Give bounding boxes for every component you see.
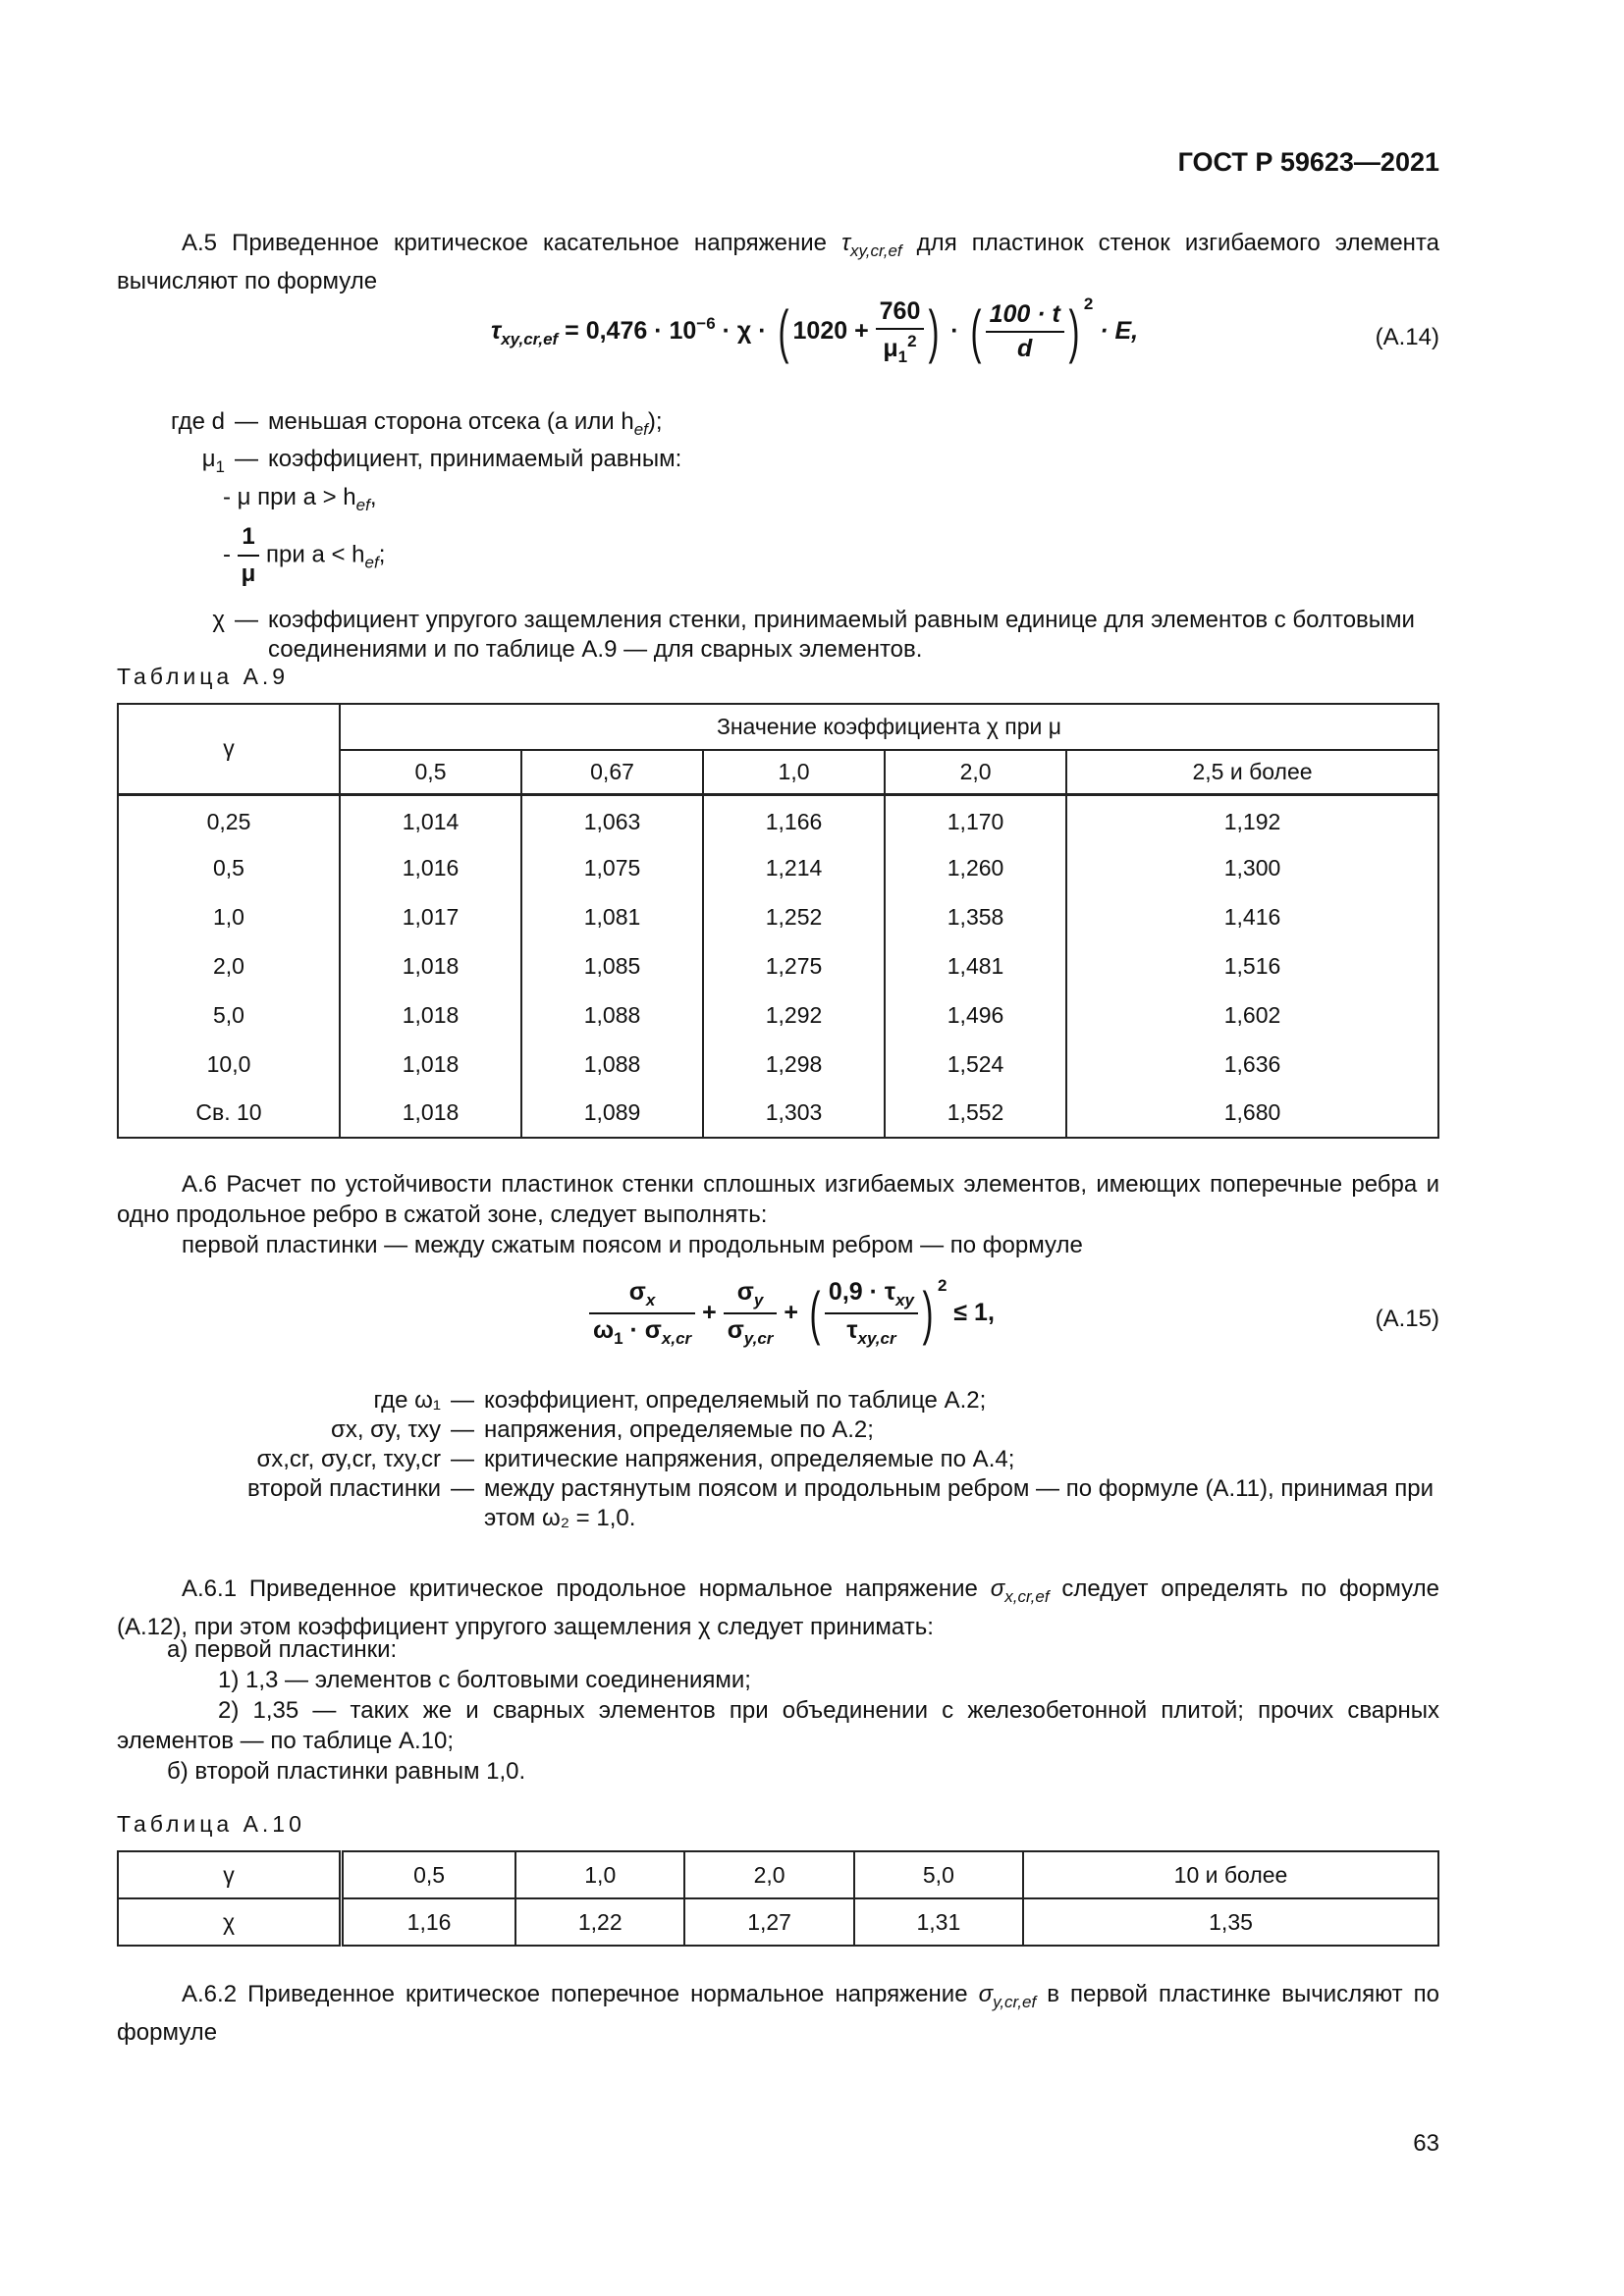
definition-row: где ω₁ — коэффициент, определяемый по таблице А.2; xyxy=(373,1387,987,1414)
mu-header: 1,0 xyxy=(703,750,885,794)
fraction-100t-d: $\frac{100 \cdot t}{d}$ xyxy=(986,300,1064,363)
mu-header: 2,5 и более xyxy=(1066,750,1438,794)
definition-row: где d — меньшая сторона отсека (a или $h_{ef}$); xyxy=(170,408,663,439)
definitions-a15 xyxy=(117,1386,1439,1533)
table-row: 5,0 1,018 1,088 1,292 1,496 1,602 xyxy=(118,990,1438,1040)
table-row: 10,0 1,018 1,088 1,298 1,524 1,636 xyxy=(118,1040,1438,1089)
mu-option-2: - $\frac{1}{\mu}$ при $a < h_{ef}$; xyxy=(223,523,386,587)
paragraph-a62: А.6.2 Приведенное критическое поперечное нормальное напряжение $\sigma_{y,cr,ef}$ в первой пластинке вычисляют по формуле xyxy=(117,1981,1439,2046)
table-row: γ 0,5 1,0 2,0 5,0 10 и более xyxy=(118,1851,1438,1898)
mu-option-1: - μ при $a > h_{ef}$, xyxy=(223,484,377,514)
paragraph-a61: А.6.1 Приведенное критическое продольное нормальное напряжение $\sigma_{x,cr,ef}$ следует определять по формуле (А.12), при этом коэффициент упругого защемления χ следует принимать: xyxy=(117,1575,1440,1640)
table-a10-caption: Таблица А.10 xyxy=(117,1811,305,1837)
definitions-a14 xyxy=(117,407,1439,665)
list-item-a: а) первой пластинки: xyxy=(167,1636,398,1663)
table-row: 2,0 1,018 1,085 1,275 1,481 1,516 xyxy=(118,941,1438,990)
formula-number-a14: (А.14) xyxy=(1375,324,1439,350)
table-a9 xyxy=(117,703,1439,1139)
paragraph-a5: А.5 Приведенное критическое касательное напряжение $\tau_{xy,cr,ef}$ для пластинок стенок изгибаемого элемента вычисляют по формуле xyxy=(117,230,1439,294)
table-row: χ 1,16 1,22 1,27 1,31 1,35 xyxy=(118,1898,1438,1946)
paragraph-a6: А.6 Расчет по устойчивости пластинок стенки сплошных изгибаемых элементов, имеющих поперечные ребра и одно продольное ребро в сжатой зоне, следует выполнять: xyxy=(117,1171,1439,1228)
paragraph-a6-first-plate: первой пластинки — между сжатым поясом и продольным ребром — по формуле xyxy=(182,1232,1083,1258)
formula-a14: $\tau_{xy,cr,ef} = 0,476 \cdot 10^{-6} \cdot \chi$ · ( 1020 + $\frac{760}{\mu_1^2}$ ) · ( $\frac{100 \cdot t}{d}$ ) $^2$ · E, xyxy=(491,294,1139,366)
table-a10 xyxy=(117,1850,1439,1947)
table-row: Св. 10 1,018 1,089 1,303 1,552 1,680 xyxy=(118,1089,1438,1138)
table-a9-caption: Таблица А.9 xyxy=(117,664,290,689)
group-header: Значение коэффициента χ при μ xyxy=(340,704,1438,750)
standard-header: ГОСТ Р 59623—2021 xyxy=(1177,147,1439,177)
formula-a15: $\frac{\sigma_x}{\omega_1 \cdot \sigma_{x,cr}}$ + $\frac{\sigma_y}{\sigma_{y,cr}}$ + ( $\frac{0,9 \cdot \tau_{xy}}{\tau_{xy,cr}}$ ) $^2$ ≤ 1, xyxy=(589,1276,995,1349)
fraction-760: $\frac{760}{\mu_1^2}$ xyxy=(876,297,925,367)
definition-row: σx,cr, σy,cr, τxy,cr — критические напряжения, определяемые по А.4; xyxy=(256,1446,1015,1472)
definition-row: $\mu_1$ — коэффициент, принимаемый равным: xyxy=(201,446,682,476)
table-row: 0,5 1,016 1,075 1,214 1,260 1,300 xyxy=(118,843,1438,892)
definition-row: второй пластинки — между растянутым поясом и продольным ребром — по формуле (А.11), принимая при этом ω₂ = 1,0. xyxy=(247,1475,1435,1531)
list-item-b: б) второй пластинки равным 1,0. xyxy=(167,1758,526,1785)
table-row: 1,0 1,017 1,081 1,252 1,358 1,416 xyxy=(118,892,1438,941)
page-number: 63 xyxy=(1413,2130,1439,2157)
mu-header: 0,5 xyxy=(340,750,521,794)
definition-row: σx, σy, τxy — напряжения, определяемые по А.2; xyxy=(331,1416,874,1443)
mu-header: 2,0 xyxy=(885,750,1066,794)
table-row: 0,25 1,014 1,063 1,166 1,170 1,192 xyxy=(118,794,1438,843)
formula-number-a15: (А.15) xyxy=(1375,1306,1439,1332)
list-item-a2: 2) 1,35 — таких же и сварных элементов при объединении с железобетонной плитой; прочих сварных элементов — по таблице А.10; xyxy=(117,1697,1439,1754)
definition-row-chi: χ — коэффициент упругого защемления стенки, принимаемый равным единице для элементов с болтовыми соединениями и по таблице А.9 — для сварных элементов. xyxy=(212,607,1415,663)
list-item-a1: 1) 1,3 — элементов с болтовыми соединениями; xyxy=(218,1667,751,1693)
mu-header: 0,67 xyxy=(521,750,703,794)
gamma-header: γ xyxy=(118,704,340,794)
